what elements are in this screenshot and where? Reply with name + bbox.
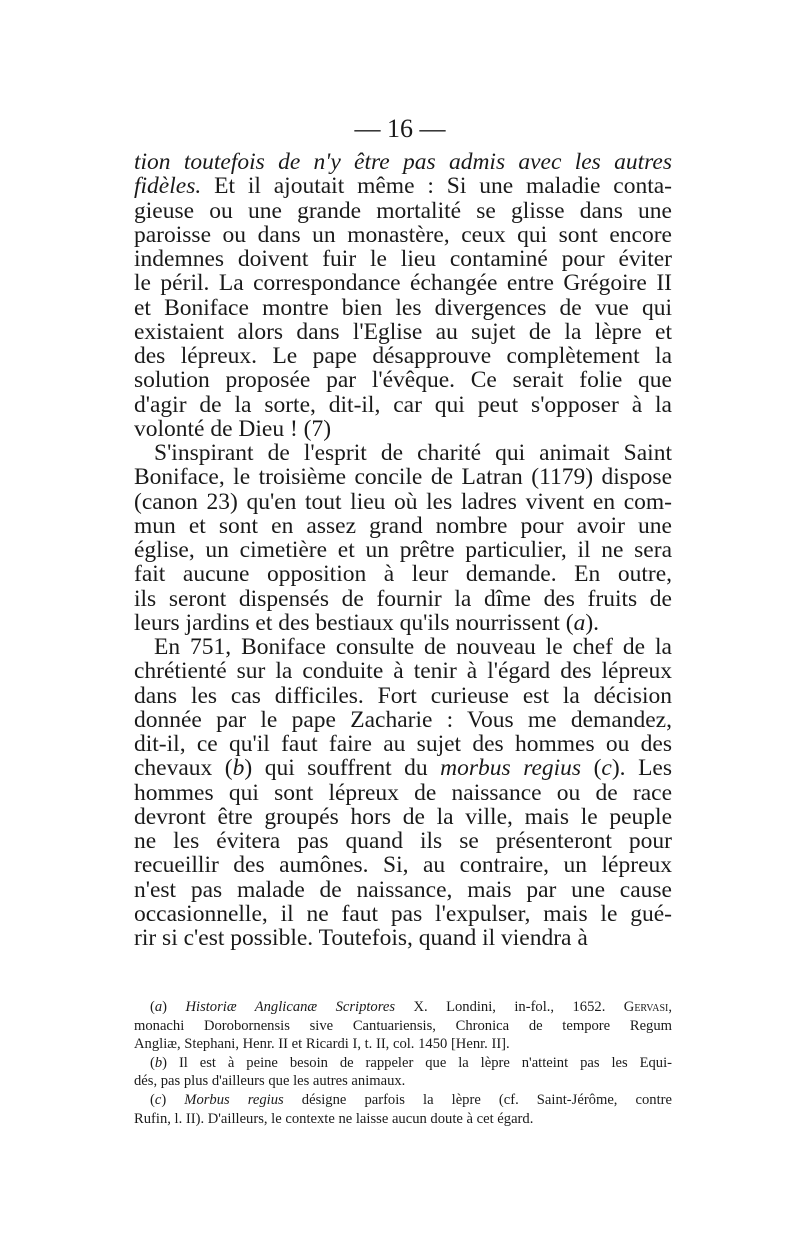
text-line — [134, 320, 672, 344]
text-line — [134, 514, 672, 538]
text-line-segment: église, un cimetière et un prêtre particulier, il ne sera — [134, 537, 672, 563]
text-line — [134, 538, 672, 562]
text-line-segment: le péril. La correspondance échangée entre Grégoire II — [134, 270, 672, 297]
text-line-segment: indemnes doivent fuir le lieu contaminé pour éviter — [134, 246, 672, 272]
footnote-line — [134, 1072, 672, 1091]
text-line-segment: dans les cas difficiles. Fort curieuse est la décision — [134, 682, 672, 709]
text-line-segment: a — [573, 609, 586, 636]
footnote-line-segment: Gervasi, — [623, 999, 672, 1015]
text-line-segment: volonté de Dieu ! (7) — [134, 415, 332, 442]
text-line-segment: recueillir des aumônes. Si, au contraire, un lépreux — [134, 852, 672, 879]
text-line — [134, 805, 672, 829]
text-line-segment: hommes qui sont lépreux de naissance ou de race — [134, 779, 672, 806]
text-line — [134, 853, 672, 877]
text-line — [134, 441, 672, 465]
footnote-line-segment: désigne parfois la lèpre (cf. Saint-Jérôme, contre — [283, 1091, 672, 1108]
text-line-segment: existaient alors dans l'Eglise au sujet de la lèpre et — [134, 318, 672, 345]
text-line — [134, 562, 672, 586]
text-line-segment: fidèles. — [134, 173, 202, 200]
text-line-segment: Boniface, le troisième concile de Latran (1179) dispose — [134, 464, 672, 491]
footnote-line — [134, 1035, 672, 1054]
text-line-segment: paroisse ou dans un monastère, ceux qui sont encore — [134, 221, 672, 248]
footnote-line-segment: ) — [161, 1091, 185, 1108]
footnote-line-segment: a — [154, 999, 163, 1015]
footnote-line — [134, 1054, 672, 1073]
footnote-line-segment: Rufin, l. II). D'ailleurs, le contexte ne laisse aucun doute à cet égard. — [134, 1110, 534, 1127]
text-line-segment: solution proposée par l'évêque. Ce serait folie que — [134, 367, 672, 394]
text-line-segment: (canon 23) qu'en tout lieu où les ladres vivent en com- — [134, 488, 672, 515]
text-line-segment: chevaux ( — [134, 755, 233, 782]
text-line — [134, 708, 672, 732]
text-line-segment: ils seront dispensés de fournir la dîme des fruits de — [134, 585, 672, 612]
text-line — [134, 490, 672, 514]
text-line-segment: morbus regius — [440, 755, 582, 782]
text-line — [134, 829, 672, 853]
footnote-line-segment: ) Il est à peine besoin de rappeler que la lèpre n'atteint pas les Equi- — [162, 1054, 672, 1071]
text-line-segment: leurs jardins et des bestiaux qu'ils nourrissent ( — [134, 609, 574, 636]
text-line-segment: des lépreux. Le pape désapprouve complètement la — [134, 343, 672, 369]
footnote-line-segment: Angliæ, Stephani, Henr. II et Ricardi I, t. II, col. 1450 [Henr. II]. — [134, 1036, 510, 1053]
footnote-line-segment: Morbus regius — [184, 1091, 284, 1108]
footnote-line-segment: c — [154, 1091, 162, 1108]
text-line — [134, 368, 672, 392]
text-line-segment: et Boniface montre bien les divergences de vue qui — [134, 294, 672, 321]
text-line-segment: mun et sont en assez grand nombre pour avoir une — [134, 512, 672, 539]
page-number: — 16 — — [354, 114, 446, 143]
text-line — [134, 247, 672, 271]
text-line-segment: S'inspirant de l'esprit de charité qui animait Saint — [154, 440, 672, 466]
footnote-line-segment: dés, pas plus d'ailleurs que les autres animaux. — [134, 1073, 406, 1090]
footnotes — [134, 998, 672, 1128]
text-line-segment: chrétienté sur la conduite à tenir à l'égard des lépreux — [134, 658, 672, 685]
text-line — [134, 223, 672, 247]
text-line — [134, 732, 672, 756]
main-text — [134, 150, 672, 950]
text-line-segment: occasionnelle, il ne faut pas l'expulser, mais le gué- — [134, 900, 672, 927]
text-line — [134, 611, 672, 635]
footnote-line-segment: ) — [162, 999, 186, 1015]
text-line — [134, 199, 672, 223]
text-line-segment: ( — [581, 755, 602, 782]
text-line — [134, 684, 672, 708]
text-line — [134, 150, 672, 174]
text-line-segment: donnée par le pape Zacharie : Vous me demandez, — [134, 706, 672, 733]
text-line-segment: b — [232, 755, 245, 782]
text-line-segment: Et il ajoutait même : Si une maladie conta- — [201, 173, 672, 200]
text-line-segment: ) qui souffrent du — [244, 755, 441, 782]
text-line — [134, 926, 672, 950]
footnote-line-segment: X. Londini, in-fol., 1652. — [395, 999, 624, 1015]
footnote-line-segment: monachi Dorobornensis sive Cantuariensis, Chronica de tempore Regum — [134, 1017, 672, 1034]
text-line-segment: n'est pas malade de naissance, mais par une cause — [134, 876, 672, 903]
text-line-segment: ). Les — [611, 755, 672, 782]
text-line — [134, 635, 672, 659]
text-line — [134, 174, 672, 198]
text-line — [134, 659, 672, 683]
text-line — [134, 781, 672, 805]
text-line-segment: d'agir de la sorte, dit-il, car qui peut s'opposer à la — [134, 391, 672, 418]
text-line — [134, 393, 672, 417]
text-line-segment: gieuse ou une grande mortalité se glisse dans une — [134, 197, 672, 224]
footnote-line — [134, 1110, 672, 1129]
text-line-segment: tion toutefois de n'y être pas admis avec les autres — [134, 149, 672, 175]
text-line-segment: En 751, Boniface consulte de nouveau le chef de la — [154, 634, 672, 660]
footnote-line — [134, 998, 672, 1017]
footnote-line-segment: ( — [150, 1054, 155, 1071]
text-line — [134, 902, 672, 926]
footnote-line-segment: ( — [150, 1091, 155, 1108]
text-line-segment: fait aucune opposition à leur demande. En outre, — [134, 561, 672, 588]
text-line-segment: ). — [585, 609, 600, 636]
footnote-line-segment: Historiæ Anglicanæ Scriptores — [185, 999, 396, 1015]
text-line — [134, 271, 672, 295]
text-line — [134, 756, 672, 780]
text-line-segment: rir si c'est possible. Toutefois, quand il viendra à — [134, 925, 588, 951]
text-line — [134, 417, 672, 441]
text-line — [134, 296, 672, 320]
text-line-segment: ne les évitera pas quand ils se présenteront pour — [134, 828, 672, 854]
footnote-line-segment: b — [154, 1054, 163, 1071]
text-line — [134, 344, 672, 368]
footnote-line — [134, 1017, 672, 1036]
text-line-segment: dit-il, ce qu'il faut faire au sujet des hommes ou des — [134, 731, 672, 757]
footnote-line-segment: ( — [150, 999, 155, 1015]
text-line-segment: devront être groupés hors de la ville, mais le peuple — [134, 803, 672, 830]
text-line-segment: c — [601, 755, 612, 782]
text-line — [134, 587, 672, 611]
text-line — [134, 878, 672, 902]
footnote-line — [134, 1091, 672, 1110]
text-line — [134, 465, 672, 489]
